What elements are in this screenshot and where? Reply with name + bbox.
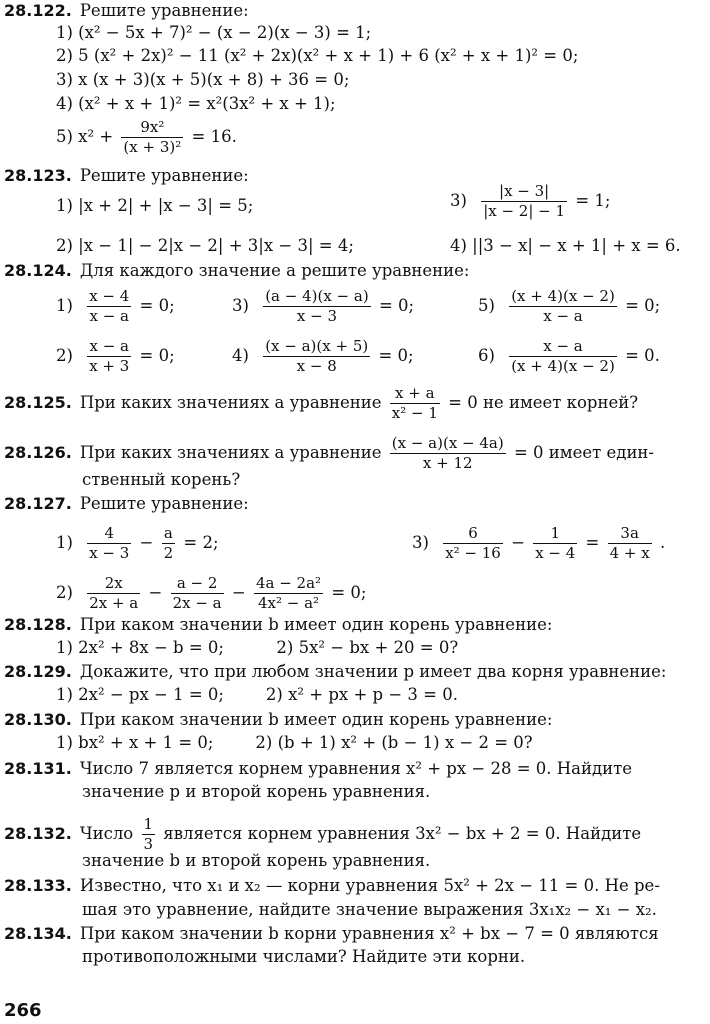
problem-tail: = 0 имеет един- <box>513 443 655 462</box>
problem-28-122-item-1: 1) (x² − 5x + 7)² − (x − 2)(x − 3) = 1; <box>56 23 372 42</box>
item-label: 6) <box>478 346 495 365</box>
denominator: (x + 3)² <box>123 138 182 156</box>
denominator: x − 3 <box>89 544 130 562</box>
fraction <box>87 337 131 376</box>
item-label: 3) <box>450 191 467 210</box>
fraction <box>254 574 323 613</box>
problem-28-130-header <box>4 709 552 731</box>
denominator: x − a <box>509 306 617 326</box>
denominator: 2 <box>163 544 174 562</box>
numerator: a <box>163 524 173 542</box>
operator: − <box>231 583 246 602</box>
problem-text: Решите уравнение: <box>79 494 249 513</box>
operator: − <box>139 533 154 552</box>
problem-28-124-item-6 <box>478 337 660 376</box>
numerator: x − 4 <box>89 287 130 305</box>
problem-28-124-item-3 <box>232 287 414 326</box>
numerator: 1 <box>550 524 561 542</box>
problem-28-124-item-1 <box>56 287 175 326</box>
fraction <box>509 287 617 326</box>
denominator: x − 8 <box>263 356 370 376</box>
problem-number: 28.129. <box>4 662 72 681</box>
numerator: (x + 4)(x − 2) <box>511 287 615 305</box>
problem-number: 28.125. <box>4 393 72 412</box>
problem-28-123-item-2: 2) |x − 1| − 2|x − 2| + 3|x − 3| = 4; <box>56 236 354 255</box>
fraction <box>509 337 617 376</box>
problem-number: 28.132. <box>4 824 72 843</box>
problem-28-134-cont: противоположными числами? Найдите эти корни. <box>82 947 526 966</box>
numerator: a − 2 <box>176 574 218 592</box>
denominator: (x + 4)(x − 2) <box>511 357 615 375</box>
problem-text: Число <box>79 824 134 843</box>
fraction <box>533 524 577 563</box>
denominator: 2x + a <box>89 594 139 612</box>
problem-text: Решите уравнение: <box>79 166 249 185</box>
item-tail: = 0; <box>625 296 661 315</box>
numerator: x + a <box>395 384 435 402</box>
problem-number: 28.122. <box>4 1 72 20</box>
operator: = <box>585 533 600 552</box>
problem-28-127-item-2 <box>56 574 366 613</box>
problem-28-131 <box>4 758 632 780</box>
item-label: 1) <box>56 533 73 552</box>
fraction <box>263 337 370 376</box>
item-tail: = 0; <box>139 296 175 315</box>
problem-28-130-items: 1) bx² + x + 1 = 0; 2) (b + 1) x² + (b − 1) x − 2 = 0? <box>56 733 533 752</box>
problem-28-122-item-3: 3) x (x + 3)(x + 5)(x + 8) + 36 = 0; <box>56 70 350 89</box>
problem-text: Известно, что x₁ и x₂ — корни уравнения 5x² + 2x − 11 = 0. Не ре- <box>79 876 660 895</box>
problem-28-122-header <box>4 0 249 22</box>
problem-28-133 <box>4 875 660 897</box>
numerator: 6 <box>468 524 478 542</box>
operator: − <box>511 533 525 552</box>
denominator: 3 <box>143 835 154 853</box>
problem-text: Решите уравнение: <box>79 1 249 20</box>
item-tail: = 0. <box>625 346 660 365</box>
item-label: 3) <box>412 533 429 552</box>
problem-28-128-items: 1) 2x² + 8x − b = 0; 2) 5x² − bx + 20 = 0? <box>56 638 459 657</box>
problem-text: является корнем уравнения 3x² − bx + 2 = 0. Найдите <box>163 824 642 843</box>
problem-28-125 <box>4 384 638 423</box>
problem-28-127-header <box>4 493 249 515</box>
fraction <box>142 815 156 854</box>
item-label: 3) <box>232 296 249 315</box>
problem-28-127-item-3 <box>412 524 665 563</box>
problem-28-134 <box>4 923 659 945</box>
problem-number: 28.128. <box>4 615 72 634</box>
problem-28-124-item-4 <box>232 337 414 376</box>
problem-text: Для каждого значение a решите уравнение: <box>79 261 470 280</box>
problem-28-126 <box>4 434 654 473</box>
denominator: x² − 1 <box>391 404 438 422</box>
item-tail: = 0; <box>331 583 367 602</box>
problem-text: При каких значениях a уравнение <box>79 443 382 462</box>
problem-text: Число 7 является корнем уравнения x² + px − 28 = 0. Найдите <box>79 759 633 778</box>
denominator: x − a <box>87 306 131 326</box>
problem-number: 28.126. <box>4 443 72 462</box>
item-label: 2) <box>56 346 73 365</box>
problem-28-129-header <box>4 661 666 683</box>
problem-28-123-item-4: 4) ||3 − x| − x + 1| + x = 6. <box>450 236 681 255</box>
problem-28-133-cont: шая это уравнение, найдите значение выражения 3x₁x₂ − x₁ − x₂. <box>82 900 657 919</box>
fraction <box>87 574 140 613</box>
item-tail: = 0; <box>378 346 414 365</box>
problem-28-124-header <box>4 260 470 282</box>
problem-number: 28.133. <box>4 876 72 895</box>
fraction <box>87 287 131 326</box>
numerator: 2x <box>104 574 123 592</box>
problem-28-122-item-2: 2) 5 (x² + 2x)² − 11 (x² + 2x)(x² + x + 1) + 6 (x² + x + 1)² = 0; <box>56 46 579 65</box>
problem-28-132-cont: значение b и второй корень уравнения. <box>82 851 431 870</box>
page-number: 266 <box>4 1000 42 1021</box>
denominator: x² − 16 <box>445 544 501 562</box>
problem-28-123-item-3 <box>450 182 610 221</box>
problem-text: При каком значении b имеет один корень уравнение: <box>79 710 553 729</box>
fraction <box>390 384 440 423</box>
operator: − <box>148 583 163 602</box>
problem-number: 28.134. <box>4 924 72 943</box>
fraction <box>263 287 371 326</box>
numerator: 9x² <box>140 118 165 136</box>
numerator: 4a − 2a² <box>255 574 322 592</box>
item-tail: = 0; <box>378 296 415 315</box>
problem-28-132 <box>4 815 641 854</box>
item-tail: = 2; <box>183 533 219 552</box>
item-label: 2) <box>56 583 73 602</box>
problem-28-127-item-1 <box>56 524 219 563</box>
problem-28-123-item-1: 1) |x + 2| + |x − 3| = 5; <box>56 196 254 215</box>
numerator: (a − 4)(x − a) <box>265 287 369 305</box>
denominator: x − 4 <box>535 544 576 562</box>
problem-text: При каком значении b имеет один корень уравнение: <box>79 615 553 634</box>
fraction <box>121 118 183 157</box>
numerator: x − a <box>89 337 129 355</box>
problem-number: 28.130. <box>4 710 72 729</box>
numerator: 4 <box>104 524 115 542</box>
numerator: (x − a)(x − 4a) <box>391 434 504 452</box>
fraction <box>443 524 503 563</box>
fraction <box>608 524 652 563</box>
denominator: x − 3 <box>263 306 371 326</box>
problem-number: 28.123. <box>4 166 72 185</box>
item-tail: = 16. <box>191 127 237 146</box>
item-label: 5) x² + <box>56 127 114 146</box>
problem-text: При каких значениях a уравнение <box>79 393 382 412</box>
fraction <box>87 524 131 563</box>
denominator: x + 3 <box>89 357 130 375</box>
problem-number: 28.127. <box>4 494 72 513</box>
problem-28-129-items: 1) 2x² − px − 1 = 0; 2) x² + px + p − 3 = 0. <box>56 685 458 704</box>
problem-number: 28.131. <box>4 759 72 778</box>
item-label: 1) <box>56 296 73 315</box>
numerator: 3a <box>620 524 639 542</box>
problem-28-122-item-4: 4) (x² + x + 1)² = x²(3x² + x + 1); <box>56 94 336 113</box>
problem-text: Докажите, что при любом значении p имеет два корня уравнение: <box>79 662 667 681</box>
problem-28-128-header <box>4 614 552 636</box>
item-tail: . <box>659 533 666 552</box>
item-tail: = 1; <box>575 191 611 210</box>
numerator: 1 <box>143 815 154 833</box>
problem-28-126-cont: ственный корень? <box>82 470 241 489</box>
denominator: 4x² − a² <box>254 593 323 613</box>
denominator: 4 + x <box>609 544 650 562</box>
problem-28-122-item-5 <box>56 118 237 157</box>
fraction <box>162 524 176 563</box>
numerator: x − a <box>543 337 583 355</box>
item-label: 5) <box>478 296 495 315</box>
numerator: |x − 3| <box>499 182 550 200</box>
problem-28-124-item-5 <box>478 287 660 326</box>
problem-28-124-item-2 <box>56 337 175 376</box>
fraction <box>481 182 567 221</box>
fraction <box>171 574 224 613</box>
problem-28-123-header <box>4 165 249 187</box>
problem-28-131-cont: значение p и второй корень уравнения. <box>82 782 431 801</box>
item-label: 4) <box>232 346 249 365</box>
fraction <box>390 434 506 473</box>
denominator: |x − 2| − 1 <box>483 202 566 220</box>
denominator: x + 12 <box>390 453 506 473</box>
problem-number: 28.124. <box>4 261 72 280</box>
numerator: (x − a)(x + 5) <box>265 337 369 355</box>
denominator: 2x − a <box>172 594 222 612</box>
problem-tail: = 0 не имеет корней? <box>448 393 639 412</box>
problem-text: При каком значении b корни уравнения x² + bx − 7 = 0 являются <box>79 924 659 943</box>
item-tail: = 0; <box>139 346 175 365</box>
